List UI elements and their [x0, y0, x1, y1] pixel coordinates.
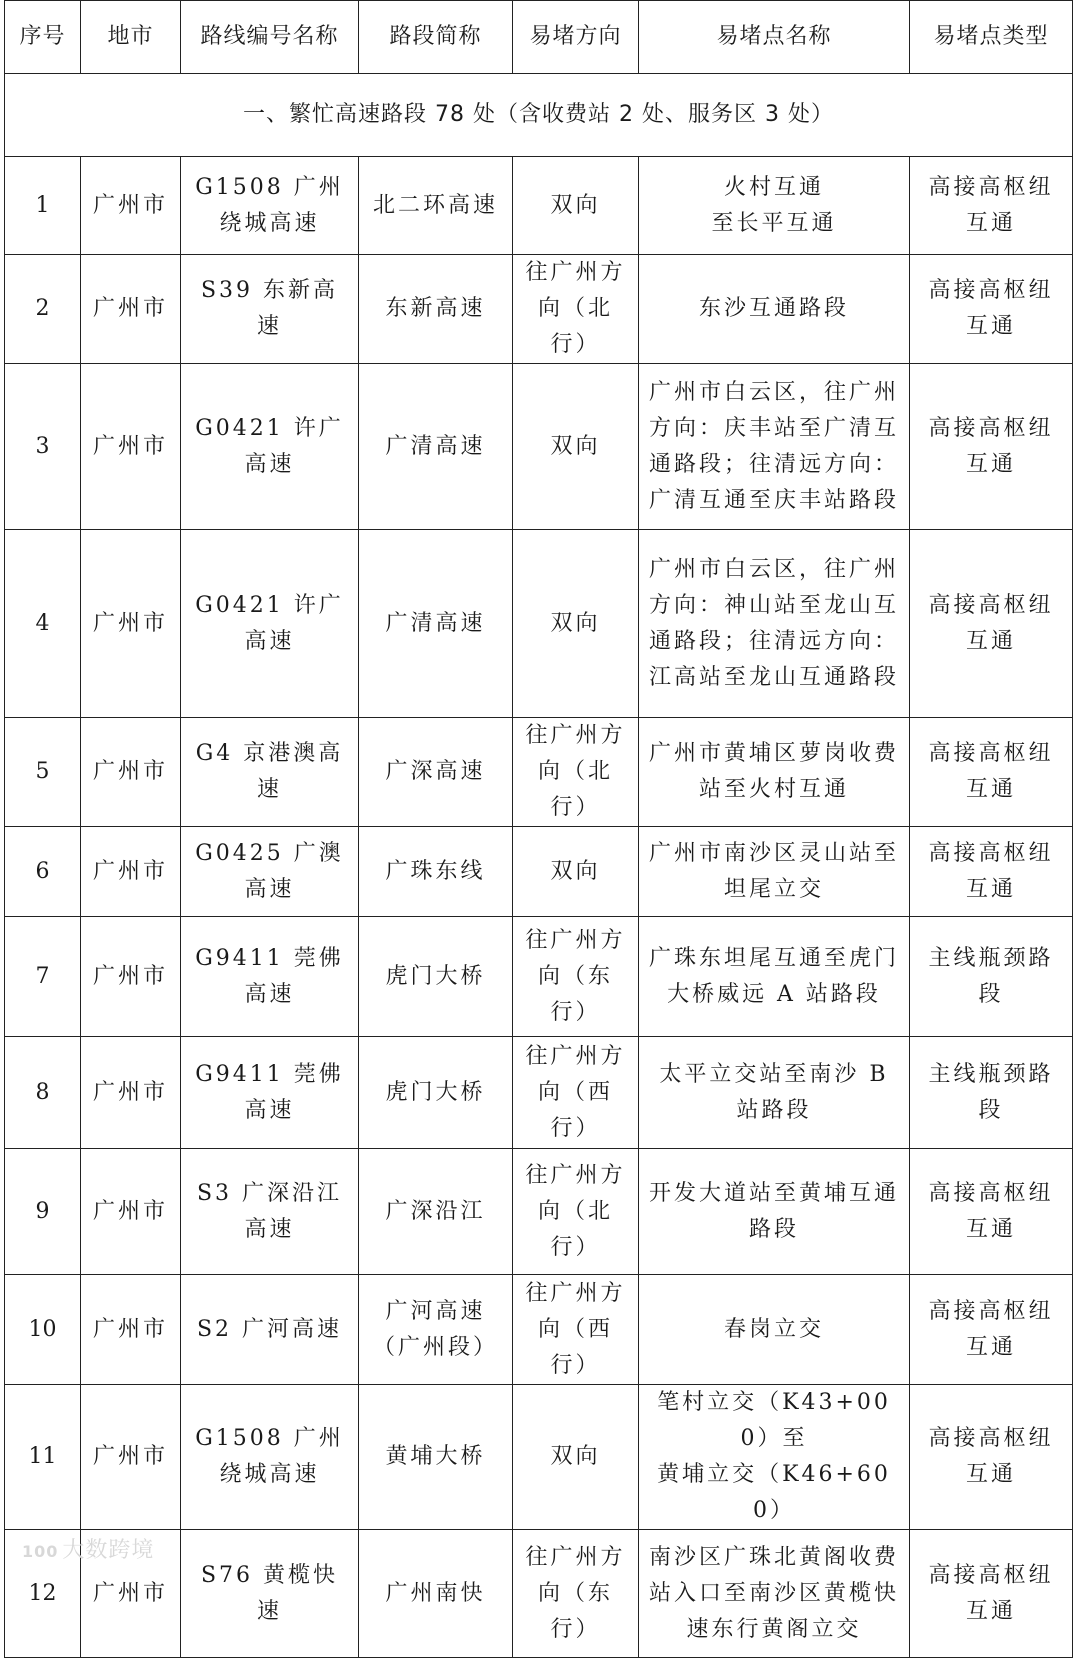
cell-point: [639, 1385, 910, 1530]
cell-point: [639, 1149, 910, 1275]
cell-point: [639, 157, 910, 255]
table-row: [5, 255, 1073, 364]
cell-segment: 广州南快: [359, 1530, 513, 1658]
cell-direction: 往广州方向（西行）: [513, 1275, 639, 1385]
cell-type: 主线瓶颈路段: [910, 917, 1073, 1037]
cell-city: 广州市: [81, 1149, 181, 1275]
point-line: 黄埔立交（K46+600）: [657, 1462, 891, 1523]
cell-segment: 广深高速: [359, 718, 513, 827]
header-city: 地市: [81, 1, 181, 74]
header-type: 易堵点类型: [910, 1, 1073, 74]
point-line: 东沙互通路段: [698, 296, 849, 321]
header-route: 路线编号名称: [181, 1, 359, 74]
cell-direction: 往广州方向（北行）: [513, 255, 639, 364]
cell-type: 高接高枢纽互通: [910, 530, 1073, 718]
cell-no: 2: [5, 255, 81, 364]
cell-no: 10: [5, 1275, 81, 1385]
cell-direction: 双向: [513, 364, 639, 530]
cell-segment: 广河高速（广州段）: [359, 1275, 513, 1385]
cell-city: 广州市: [81, 364, 181, 530]
header-point: 易堵点名称: [639, 1, 910, 74]
cell-segment: 广珠东线: [359, 827, 513, 917]
cell-direction: 往广州方向（东行）: [513, 1530, 639, 1658]
cell-segment: 广清高速: [359, 530, 513, 718]
point-line: 笔村立交（K43+000）至: [657, 1390, 891, 1451]
cell-city: 广州市: [81, 1037, 181, 1149]
cell-route: G1508 广州绕城高速: [181, 1385, 359, 1530]
section-title: 一、繁忙高速路段 78 处（含收费站 2 处、服务区 3 处）: [5, 74, 1073, 157]
point-line: 春岗立交: [723, 1316, 824, 1342]
table-row: [5, 718, 1073, 827]
cell-segment: 北二环高速: [359, 157, 513, 255]
watermark-text: 大数跨境: [62, 1538, 155, 1563]
cell-type: 高接高枢纽互通: [910, 1149, 1073, 1275]
header-segment: 路段简称: [359, 1, 513, 74]
section-row: [5, 74, 1073, 157]
cell-segment: 虎门大桥: [359, 917, 513, 1037]
table-row: [5, 530, 1073, 718]
cell-direction: 双向: [513, 530, 639, 718]
cell-no: 4: [5, 530, 81, 718]
table-row: [5, 1275, 1073, 1385]
cell-route: G0421 许广高速: [181, 530, 359, 718]
cell-type: 主线瓶颈路段: [910, 1037, 1073, 1149]
cell-no: 3: [5, 364, 81, 530]
cell-type: 高接高枢纽互通: [910, 1530, 1073, 1658]
cell-type: 高接高枢纽互通: [910, 1385, 1073, 1530]
cell-route: S76 黄榄快速: [181, 1530, 359, 1658]
point-line: 南沙区广珠北黄阁收费站入口至南沙区黄榄快速东行黄阁立交: [649, 1544, 900, 1642]
cell-type: 高接高枢纽互通: [910, 364, 1073, 530]
cell-route: G9411 莞佛高速: [181, 1037, 359, 1149]
cell-city: 广州市: [81, 1385, 181, 1530]
congestion-table: [4, 0, 1073, 1658]
header-direction: 易堵方向: [513, 1, 639, 74]
cell-direction: 双向: [513, 827, 639, 917]
cell-segment: 广深沿江: [359, 1149, 513, 1275]
cell-point: [639, 917, 910, 1037]
cell-route: S3 广深沿江高速: [181, 1149, 359, 1275]
cell-point: [639, 255, 910, 364]
cell-no: 11: [5, 1385, 81, 1530]
point-line: 广珠东坦尾互通至虎门大桥威远 A 站路段: [649, 945, 900, 1007]
cell-no: 1: [5, 157, 81, 255]
cell-route: G0425 广澳高速: [181, 827, 359, 917]
cell-type: 高接高枢纽互通: [910, 827, 1073, 917]
cell-direction: 往广州方向（西行）: [513, 1037, 639, 1149]
cell-type: 高接高枢纽互通: [910, 1275, 1073, 1385]
point-line: 广州市南沙区灵山站至坦尾立交: [649, 840, 900, 902]
point-line: 太平立交站至南沙 B 站路段: [659, 1061, 889, 1123]
cell-route: G0421 许广高速: [181, 364, 359, 530]
cell-segment: 东新高速: [359, 255, 513, 364]
cell-city: 广州市: [81, 917, 181, 1037]
cell-city: 广州市: [81, 255, 181, 364]
cell-direction: 往广州方向（北行）: [513, 718, 639, 827]
cell-city: 广州市: [81, 718, 181, 827]
table-row: [5, 1385, 1073, 1530]
cell-city: 广州市: [81, 1530, 181, 1658]
cell-direction: 双向: [513, 1385, 639, 1530]
cell-direction: 双向: [513, 157, 639, 255]
table-row: [5, 1530, 1073, 1658]
cell-segment: 黄埔大桥: [359, 1385, 513, 1530]
cell-point: [639, 827, 910, 917]
cell-direction: 往广州方向（东行）: [513, 917, 639, 1037]
cell-point: [639, 1037, 910, 1149]
point-line: 开发大道站至黄埔互通路段: [649, 1180, 900, 1242]
cell-route: G9411 莞佛高速: [181, 917, 359, 1037]
cell-point: [639, 718, 910, 827]
cell-point: [639, 530, 910, 718]
cell-no: 6: [5, 827, 81, 917]
header-row: [5, 1, 1073, 74]
table-row: [5, 364, 1073, 530]
point-line: 广州市白云区，往广州方向：神山站至龙山互通路段；往清远方向：江高站至龙山互通路段: [649, 556, 900, 690]
cell-direction: 往广州方向（北行）: [513, 1149, 639, 1275]
cell-type: 高接高枢纽互通: [910, 718, 1073, 827]
table-row: [5, 1037, 1073, 1149]
cell-route: S39 东新高速: [181, 255, 359, 364]
table-row: [5, 157, 1073, 255]
cell-city: 广州市: [81, 1275, 181, 1385]
point-line: 广州市黄埔区萝岗收费站至火村互通: [649, 741, 900, 802]
point-line: 火村互通: [723, 174, 824, 200]
cell-type: 高接高枢纽互通: [910, 157, 1073, 255]
cell-no: 8: [5, 1037, 81, 1149]
cell-route: S2 广河高速: [181, 1275, 359, 1385]
cell-city: 广州市: [81, 827, 181, 917]
header-no: 序号: [5, 1, 81, 74]
cell-city: 广州市: [81, 157, 181, 255]
table-row: [5, 917, 1073, 1037]
point-line: 广州市白云区，往广州方向：庆丰站至广清互通路段；往清远方向：广清互通至庆丰站路段: [649, 379, 900, 513]
cell-no: 5: [5, 718, 81, 827]
cell-point: [639, 1530, 910, 1658]
cell-no: 7: [5, 917, 81, 1037]
table-row: [5, 827, 1073, 917]
cell-route: G1508 广州绕城高速: [181, 157, 359, 255]
cell-segment: 虎门大桥: [359, 1037, 513, 1149]
watermark: [22, 1533, 154, 1564]
cell-point: [639, 364, 910, 530]
cell-route: G4 京港澳高速: [181, 718, 359, 827]
cell-no: 12: [5, 1530, 81, 1658]
cell-no: 9: [5, 1149, 81, 1275]
watermark-logo: 100: [22, 1542, 59, 1561]
point-line: 至长平互通: [711, 210, 837, 236]
cell-segment: 广清高速: [359, 364, 513, 530]
table-row: [5, 1149, 1073, 1275]
cell-type: 高接高枢纽互通: [910, 255, 1073, 364]
cell-point: [639, 1275, 910, 1385]
cell-city: 广州市: [81, 530, 181, 718]
